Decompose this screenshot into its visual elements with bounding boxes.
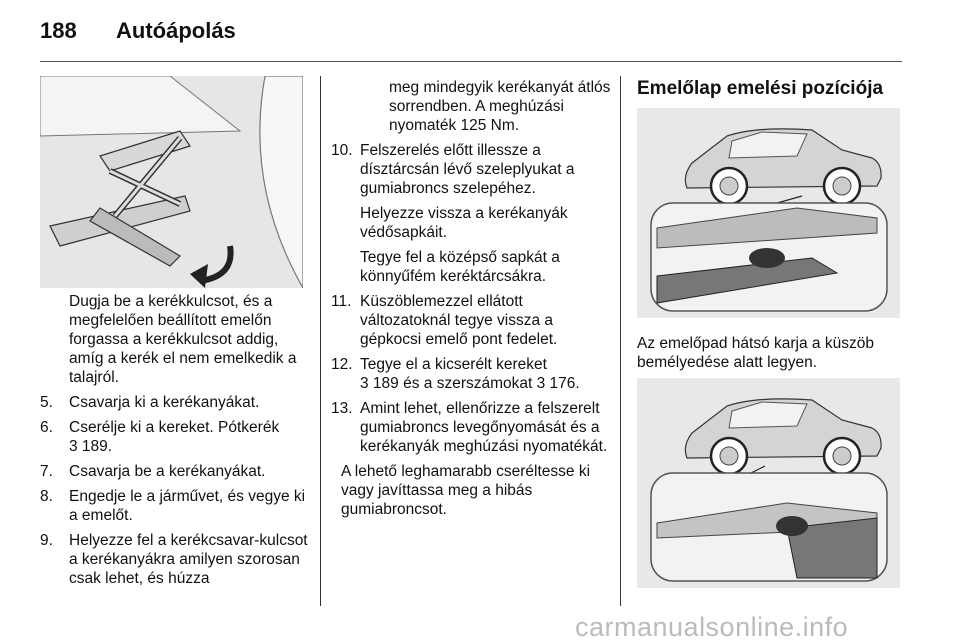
lift-point-illustration-front — [637, 108, 900, 318]
column-divider — [620, 76, 621, 606]
intro-paragraph: Dugja be a kerékkulcsot, és a megfelelően beállított emelőn forgassa a kerékkulcsot addig, amíg a kerék el nem emelkedik a talajról. — [69, 293, 297, 386]
list-item: 9. Helyezze fel a kerékcsavar-kulcsot a kerékanyákra amilyen szorosan csak lehet, és húzza — [40, 532, 308, 587]
caption: Az emelőpad hátsó karja a küszöb bemélyedése alatt legyen. — [637, 335, 874, 371]
list-item: 13. Amint lehet, ellenőrizze a felszerelt gumiabroncs levegőnyomását és a kerékanyák meghúzási nyomatékát. — [331, 400, 608, 455]
col2-text — [331, 78, 611, 525]
list-item: 5. Csavarja ki a kerékanyákat. — [40, 394, 260, 411]
continued-paragraph: meg mindegyik kerékanyát átlós sorrendben. A meghúzási nyomaték 125 Nm. — [389, 79, 611, 134]
list-item: 7. Csavarja be a kerékanyákat. — [40, 463, 266, 480]
col1-text — [40, 292, 312, 594]
lift-point-illustration-rear — [637, 378, 900, 588]
note-paragraph: A lehető leghamarabb cseréltesse ki vagy javíttassa meg a hibás gumiabroncsot. — [341, 463, 591, 518]
section-title: Emelőlap emelési pozíciója — [637, 78, 884, 99]
list-item: 10. Felszerelés előtt illessze a dísztárcsán lévő szeleplyukat a gumiabroncs szelepéhez. Helyezze vissza a kerékanyák védősapkáit. Tegye fel a középső sapkát a könnyűfém keréktárcsákra. — [331, 141, 611, 286]
page-number: 188 — [40, 18, 77, 43]
watermark: carmanualsonline.info — [575, 612, 849, 642]
jack-illustration — [40, 76, 303, 288]
list-item: 6. Cserélje ki a kereket. Pótkerék 3 189. — [40, 419, 280, 455]
header-divider — [40, 61, 902, 62]
steps-list-col2 — [331, 141, 611, 456]
column-divider — [320, 76, 321, 606]
list-item: 8. Engedje le a járművet, és vegye ki a emelőt. — [40, 488, 306, 524]
page-reference[interactable]: 3 189. — [69, 438, 113, 455]
list-item: 12. Tegye el a kicserélt kereket 3 189 és a szerszámokat 3 176. — [331, 356, 580, 392]
sub-instruction: Helyezze vissza a kerékanyák védősapkáit. — [360, 205, 568, 241]
sub-instruction: Tegye fel a középső sapkát a könnyűfém keréktárcsákra. — [360, 249, 560, 285]
steps-list-col1 — [40, 393, 312, 588]
list-item: 11. Küszöblemezzel ellátott változatoknál tegye vissza a gépkocsi emelő pont fedelet. — [331, 293, 558, 348]
page-title: Autóápolás — [116, 18, 236, 43]
page-reference[interactable]: 3 189 és a szerszámokat 3 176. — [360, 375, 580, 392]
